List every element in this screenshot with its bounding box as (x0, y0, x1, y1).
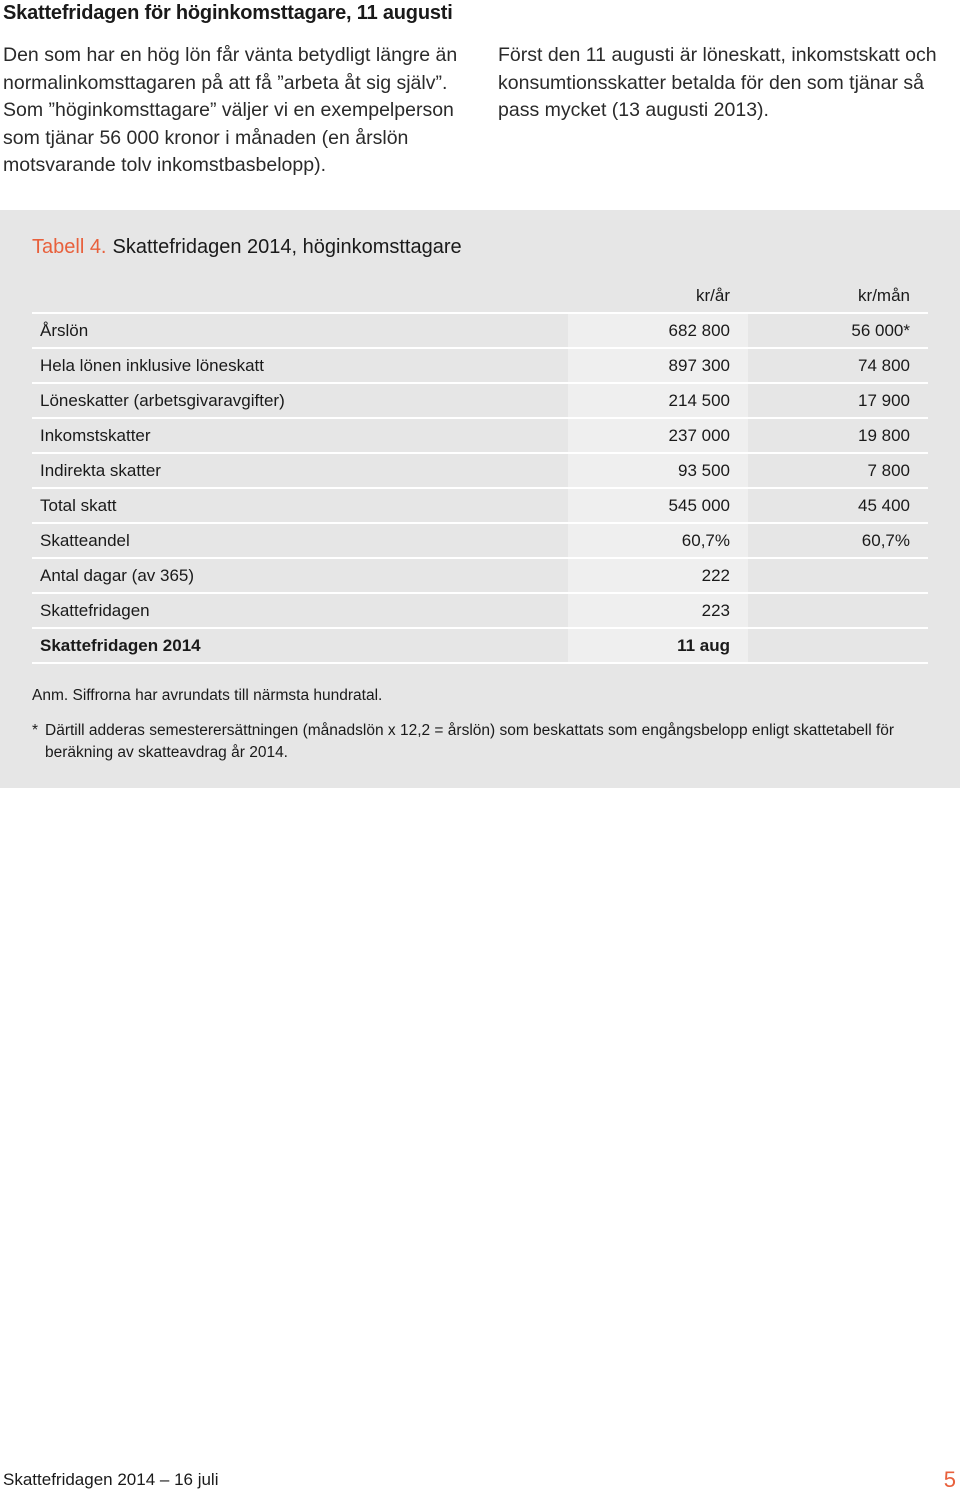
intro-paragraph-left (3, 42, 473, 180)
row-label: Total skatt (32, 488, 568, 523)
header-label-cell (32, 280, 568, 313)
row-value-month: 7 800 (748, 453, 928, 488)
header-month: kr/mån (748, 280, 928, 313)
row-value-year: 214 500 (568, 383, 748, 418)
row-value-year: 545 000 (568, 488, 748, 523)
table-header-row (32, 280, 928, 313)
table-note: Anm. Siffrorna har avrundats till närmsta hundratal. (32, 687, 383, 704)
row-value-year: 897 300 (568, 348, 748, 383)
table-row (32, 418, 928, 453)
row-label: Hela lönen inklusive löneskatt (32, 348, 568, 383)
footnote-text: Därtill adderas semesterersättningen (månadslön x 12,2 = årslön) som beskattats som engångsbelopp enligt skattetabell för beräkning av skatteavdrag år 2014. (45, 722, 895, 761)
intro-paragraph-right (498, 42, 953, 125)
row-value-month: 60,7% (748, 523, 928, 558)
table-footnote (32, 720, 912, 764)
table-row (32, 593, 928, 628)
row-value-year: 237 000 (568, 418, 748, 453)
row-label: Inkomstskatter (32, 418, 568, 453)
row-label: Löneskatter (arbetsgivaravgifter) (32, 383, 568, 418)
table-row (32, 383, 928, 418)
table-row (32, 558, 928, 593)
header-year: kr/år (568, 280, 748, 313)
table-row (32, 523, 928, 558)
row-value-month (748, 558, 928, 593)
footnote-mark: * (32, 722, 39, 739)
table-row (32, 453, 928, 488)
row-value-month: 74 800 (748, 348, 928, 383)
table-caption-title: Skattefridagen 2014, höginkomsttagare (112, 236, 462, 258)
row-value-year: 11 aug (568, 628, 748, 663)
row-value-month: 56 000* (748, 313, 928, 348)
row-value-month: 17 900 (748, 383, 928, 418)
row-label: Skattefridagen (32, 593, 568, 628)
table-row (32, 488, 928, 523)
row-value-year: 93 500 (568, 453, 748, 488)
tax-table (32, 280, 928, 664)
row-value-year: 682 800 (568, 313, 748, 348)
intro-right-text: Först den 11 augusti är löneskatt, inkomstskatt och konsumtionsskatter betalda för den som tjänar så pass mycket (13 augusti 2013). (498, 44, 937, 121)
row-label: Årslön (32, 313, 568, 348)
table-row (32, 348, 928, 383)
table-caption-number: Tabell 4. (32, 236, 107, 258)
table-caption (32, 236, 462, 259)
table-panel (0, 210, 960, 788)
row-value-month: 19 800 (748, 418, 928, 453)
row-value-month (748, 593, 928, 628)
row-value-year: 60,7% (568, 523, 748, 558)
row-value-year: 223 (568, 593, 748, 628)
row-value-month (748, 628, 928, 663)
footer-text: Skattefridagen 2014 – 16 juli (3, 1470, 219, 1489)
table-row (32, 313, 928, 348)
row-label: Skattefridagen 2014 (32, 628, 568, 663)
page-number: 5 (943, 1467, 956, 1492)
row-value-year: 222 (568, 558, 748, 593)
intro-left-text: Den som har en hög lön får vänta betydligt längre än normalinkomsttagaren på att få ”arbeta åt sig själv”. Som ”höginkomsttagare” väljer vi en exempelperson som tjänar 56 000 kronor i månaden (en årslön motsvarande tolv inkomstbasbelopp). (3, 44, 458, 176)
table-row (32, 628, 928, 663)
row-label: Indirekta skatter (32, 453, 568, 488)
row-label: Skatteandel (32, 523, 568, 558)
row-value-month: 45 400 (748, 488, 928, 523)
row-label: Antal dagar (av 365) (32, 558, 568, 593)
page-title: Skattefridagen för höginkomsttagare, 11 augusti (3, 2, 453, 24)
